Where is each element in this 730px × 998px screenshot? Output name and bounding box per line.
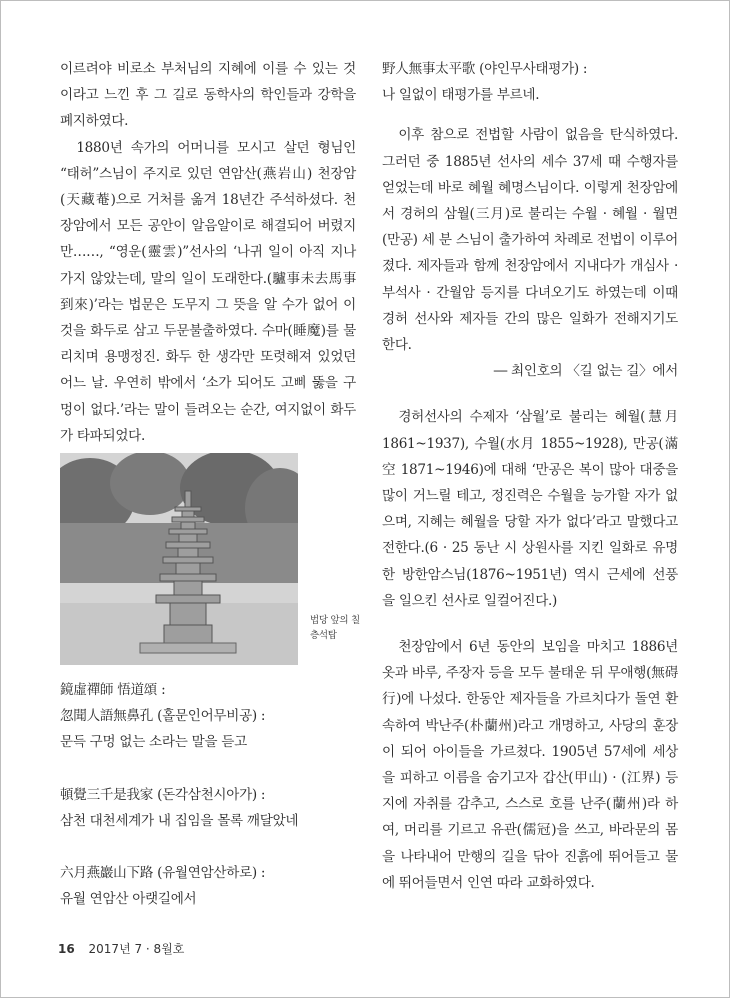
right-paragraph-1: 이후 참으로 전법할 사람이 없음을 탄식하였다. 그러던 중 1885년 선사의 세수 37세 때 수행자를 얻었는데 바로 혜월 혜명스님이다. 이렇게 천장암에서 경허의 삼월(三月)로 불리는 수월 · 혜월 · 월면(만공) 세 분 스님이 출가하여 차례로 전법이 이루어졌다. 제자들과 함께 천장암에서 지내다가 개심사 · 부석사 · 간월암 등지를 다녀오기도 하였는데 이때 경허 선사와 제자들 간의 많은 일화가 전해지기도 한다. <box>382 127 678 354</box>
photo-block <box>60 453 360 665</box>
verse-line-3-hanja: 六月燕巖山下路 (유월연암산하로) : <box>60 865 266 882</box>
verse-block <box>60 677 356 912</box>
verse-continued <box>382 56 678 108</box>
page-footer <box>58 940 184 957</box>
verse-line-2-korean: 삼천 대천세계가 내 집임을 몰록 깨달았네 <box>60 812 299 829</box>
quote-source: ― 최인호의 〈길 없는 길〉에서 <box>493 363 678 380</box>
verse-line-1-korean: 문득 구멍 없는 소라는 말을 듣고 <box>60 734 247 751</box>
pagoda-illustration <box>60 453 298 665</box>
right-paragraph-3: 천장암에서 6년 동안의 보임을 마치고 1886년 옷과 바루, 주장자 등을 모두 불태운 뒤 무애행(無碍行)에 나섰다. 한동안 제자들을 가르치다가 돌연 환속하여 박난주(朴蘭州)라고 개명하고, 사당의 훈장이 되어 아이들을 가르쳤다. 1905년 57세에 세상을 피하고 이름을 숨기고자 갑산(甲山) · (江界) 등지에 자취를 감추고, 스스로 호를 난주(蘭州)라 하여, 머리를 기르고 유관(儒冠)을 쓰고, 바라문의 몸을 나타내어 만행의 길을 닦아 진흙에 뛰어들고 물에 뛰어들면서 인연 따라 교화하였다. <box>382 639 678 891</box>
verse-title: 鏡虛禪師 悟道頌 : <box>60 682 166 699</box>
right-paragraph-2: 경허선사의 수제자 ‘삼월’로 불리는 혜월(慧月 1861~1937), 수월(水月 1855~1928), 만공(滿空 1871~1946)에 대해 ‘만공은 복이 많아 대중을 많이 거느릴 테고, 정진력은 수월을 능가할 자가 없으며, 지혜는 혜월을 당할 자가 없다’라고 말했다고 전한다.(6 · 25 동난 시 상원사를 지킨 일화로 유명한 방한암스님(1876~1951년) 역시 근세에 선풍을 일으킨 선사로 일컬어진다.) <box>382 409 678 609</box>
verse-line-1-hanja: 忽聞人語無鼻孔 (홀문인어무비공) : <box>60 708 266 725</box>
verse-line-3-korean: 유월 연암산 아랫길에서 <box>60 891 197 908</box>
left-paragraph-1: 이르려야 비로소 부처님의 지혜에 이를 수 있는 것이라고 느낀 후 그 길로 동학사의 학인들과 강학을 폐지하였다. <box>60 61 356 130</box>
verse-line-4-korean: 나 일없이 태평가를 부르네. <box>382 87 540 104</box>
pagoda-photo <box>60 453 298 665</box>
verse-line-4-hanja: 野人無事太平歌 (야인무사태평가) : <box>382 61 588 77</box>
left-column <box>60 56 360 912</box>
page-number: 16 <box>58 942 75 956</box>
left-paragraph-2: 1880년 속가의 어머니를 모시고 살던 형님인 “태허”스님이 주지로 있던 연암산(燕岩山) 천장암(天藏菴)으로 거처를 옮겨 18년간 주석하셨다. 천장암에서 모든 공안이 알음알이로 해결되어 버렸지만……, “영운(靈雲)”선사의 ‘나귀 일이 아직 지나가지 않았는데, 말의 일이 도래한다.(驢事未去馬事到來)’라는 법문은 도무지 그 뜻을 알 수가 없어 이것을 화두로 삼고 두문불출하였다. 수마(睡魔)를 물리치며 용맹정진. 화두 한 생각만 또렷해져 있었던 어느 날. 우연히 밖에서 ‘소가 되어도 고삐 뚫을 구멍이 없다.’라는 말이 들려오는 순간, 여지없이 화두가 타파되었다. <box>60 139 356 444</box>
right-column <box>382 56 678 896</box>
issue-label: 2017년 7 · 8월호 <box>88 942 185 956</box>
photo-caption: 법당 앞의 칠층석탑 <box>310 615 360 642</box>
verse-line-2-hanja: 頓覺三千是我家 (돈각삼천시아가) : <box>60 786 266 803</box>
